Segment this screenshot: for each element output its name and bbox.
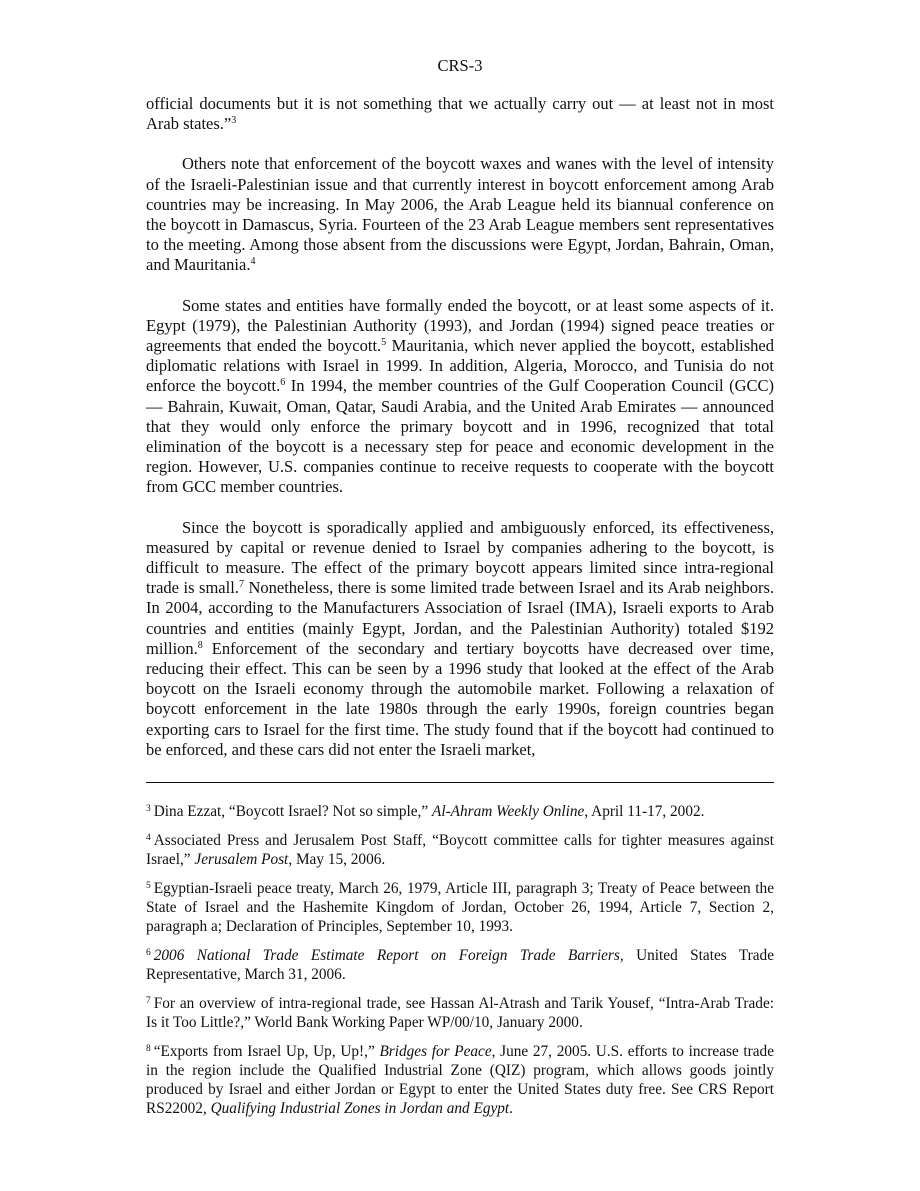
footnote-3 (146, 802, 774, 821)
footnote-text: Associated Press and Jerusalem Post Staff, “Boycott committee calls for tighter measures against Israel,” (146, 832, 774, 869)
footnote-number: 4 (146, 833, 151, 844)
paragraph-text: Nonetheless, there is some limited trade between Israel and its Arab neighbors. In 2004, according to the Manufacturers Association of Israel (IMA), Israeli exports to Arab countries and entities (mainly Egypt, Jordan, and the Palestinian Authority) totaled $192 million. (146, 578, 774, 658)
footnote-separator-rule (146, 782, 774, 783)
footnote-source-title: Jerusalem Post (194, 851, 289, 869)
paragraph-enforcement-levels (146, 154, 774, 275)
footnote-report-title: Qualifying Industrial Zones in Jordan and Egypt (210, 1100, 510, 1118)
paragraph-effectiveness (146, 518, 774, 760)
paragraph-text: Some states and entities have formally ended the boycott, or at least some aspects of it. Egypt (1979), the Palestinian Authority (1993), and Jordan (1994) signed peace treaties or agreements that ended the boycott. (146, 295, 774, 356)
footnote-source-title: Al-Ahram Weekly Online (431, 803, 585, 821)
footnote-number: 7 (146, 996, 151, 1007)
footnote-5 (146, 879, 774, 936)
footnote-number: 5 (146, 881, 151, 892)
footnote-source-title: 2006 National Trade Estimate Report on Foreign Trade Barriers, (153, 947, 624, 965)
footnote-text: Egyptian-Israeli peace treaty, March 26, 1979, Article III, paragraph 3; Treaty of Peace between the State of Israel and the Hashemite Kingdom of Jordan, October 26, 1994, Article 7, Section 2, paragraph a; Declaration of Principles, September 10, 1993. (146, 880, 774, 936)
footnote-ref-5[interactable]: 5 (381, 337, 387, 349)
footnote-ref-7[interactable]: 7 (238, 579, 244, 591)
paragraph-ended-boycott (146, 296, 774, 498)
page-number: CRS-3 (437, 56, 483, 75)
footnote-number: 3 (146, 804, 151, 815)
paragraph-text: Enforcement of the secondary and tertiary boycotts have decreased over time, reducing their effect. This can be seen by a 1996 study that looked at the effect of the Arab boycott on the Israeli economy through the automobile market. Following a relaxation of boycott enforcement in the late 1980s through the early 1990s, foreign countries began exporting cars to Israel for the first time. The study found that if the boycott had continued to be enforced, and these cars did not enter the Israeli market, (146, 638, 774, 759)
footnote-6 (146, 946, 774, 984)
footnote-source-title: Bridges for Peace (379, 1043, 492, 1061)
paragraph-text: Mauritania, which never applied the boycott, established diplomatic relations with Israel in 1999. In addition, Algeria, Morocco, and Tunisia do not enforce the boycott. (146, 336, 774, 396)
footnote-7 (146, 994, 774, 1032)
footnote-text: . (509, 1100, 513, 1118)
footnote-ref-4[interactable]: 4 (250, 256, 256, 268)
paragraph-text: Others note that enforcement of the boycott waxes and wanes with the level of intensity of the Israeli-Palestinian issue and that currently interest in boycott enforcement among Arab countries may be increasing. In May 2006, the Arab League held its biannual conference on the boycott in Damascus, Syria. Fourteen of the 23 Arab League members sent representatives to the meeting. Among those absent from the discussions were Egypt, Jordan, Bahrain, Oman, and Mauritania. (146, 154, 774, 275)
document-page (146, 56, 774, 1128)
footnote-text: United States Trade Representative, March 31, 2006. (146, 947, 774, 984)
footnote-text: , May 15, 2006. (288, 851, 386, 869)
paragraph-continuation (146, 94, 774, 134)
footnote-4 (146, 831, 774, 869)
paragraph-text: Since the boycott is sporadically applied and ambiguously enforced, its effectiveness, measured by capital or revenue denied to Israel by companies adhering to the boycott, is difficult to measure. The effect of the primary boycott appears limited since intra-regional trade is small. (146, 517, 774, 598)
footnote-text: , June 27, 2005. U.S. efforts to increase trade in the region include the Qualified Industrial Zone (QIZ) program, which allows goods jointly produced by Israel and either Jordan or Egypt to enter the United States duty free. See CRS Report RS22002, (146, 1043, 774, 1118)
footnote-text: “Exports from Israel Up, Up, Up!,” (153, 1043, 380, 1061)
footnote-ref-6[interactable]: 6 (280, 377, 286, 389)
footnote-8 (146, 1042, 774, 1118)
footnote-number: 6 (146, 948, 151, 959)
footnote-text: Dina Ezzat, “Boycott Israel? Not so simple,” (153, 803, 432, 821)
footnote-text: , April 11-17, 2002. (584, 803, 705, 821)
footnote-number: 8 (146, 1044, 151, 1055)
footnote-text: For an overview of intra-regional trade, see Hassan Al-Atrash and Tarik Yousef, “Intra-Arab Trade: Is it Too Little?,” World Bank Working Paper WP/00/10, January 2000. (146, 995, 774, 1032)
paragraph-text: In 1994, the member countries of the Gulf Cooperation Council (GCC) — Bahrain, Kuwait, Oman, Qatar, Saudi Arabia, and the United Arab Emirates — announced that they would only enforce the primary boycott and in 1996, recognized that total elimination of the boycott is a necessary step for peace and economic development in the region. However, U.S. companies continue to receive requests to cooperate with the boycott from GCC member countries. (146, 376, 775, 497)
footnote-ref-8[interactable]: 8 (197, 639, 203, 651)
paragraph-text: official documents but it is not something that we actually carry out — at least not in most Arab states.” (146, 94, 774, 134)
footnote-ref-3[interactable]: 3 (231, 115, 237, 127)
